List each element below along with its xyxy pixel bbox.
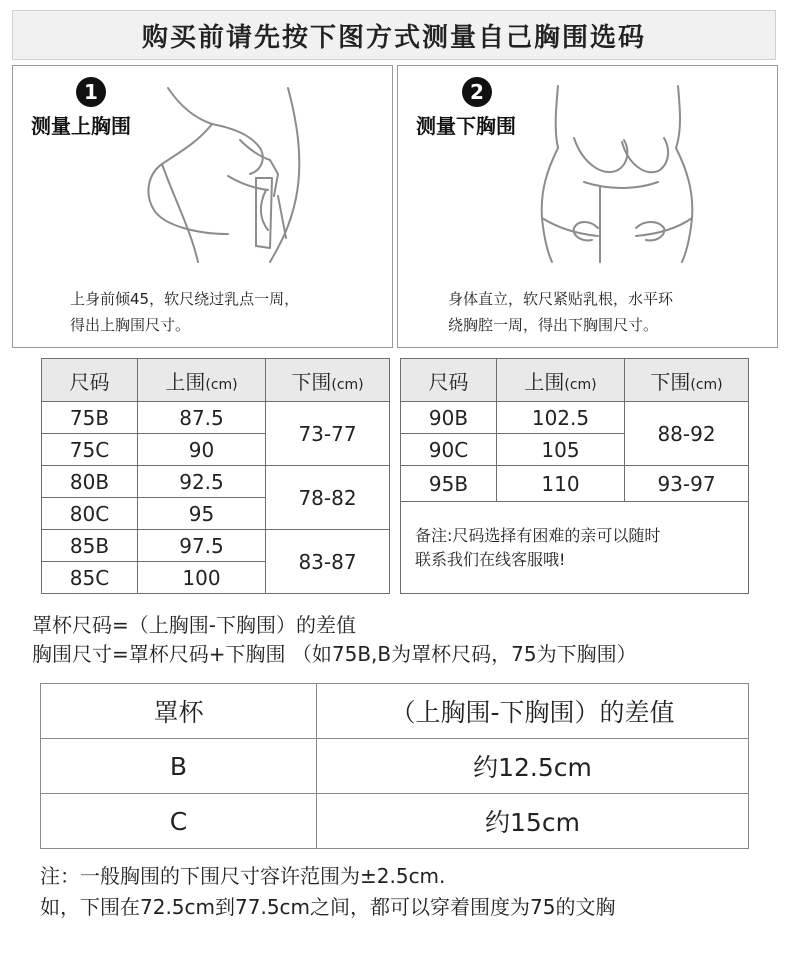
size-cell: 75C: [42, 434, 138, 466]
upper-cell: 95: [138, 498, 266, 530]
size-cell: 85B: [42, 530, 138, 562]
size-cell: 80B: [42, 466, 138, 498]
step-2-caption-line-2: 绕胸腔一周，得出下胸围尺寸。: [448, 316, 659, 334]
difference-cell: 约15cm: [317, 794, 749, 849]
cup-cell: C: [41, 794, 317, 849]
lower-cell: 93-97: [625, 466, 749, 502]
lower-cell: 83-87: [266, 530, 390, 594]
header-lower: 下围(cm): [625, 359, 749, 402]
cup-table-header: [41, 684, 749, 739]
note-row: [401, 502, 749, 594]
upper-bust-illustration: [128, 78, 358, 263]
step-1-panel: [12, 65, 393, 348]
header-difference: （上胸围-下胸围）的差值: [317, 684, 749, 739]
size-note: [401, 502, 749, 594]
size-note-line-2: 联系我们在线客服哦!: [415, 549, 566, 569]
footer-note-1: 注：一般胸围的下围尺寸容许范围为±2.5cm.: [40, 864, 446, 888]
lower-cell: 88-92: [625, 402, 749, 466]
step-2-title: 测量下胸围: [416, 114, 516, 138]
size-cell: 75B: [42, 402, 138, 434]
step-1-caption-line-2: 得出上胸围尺寸。: [70, 316, 191, 334]
step-1-title: 测量上胸围: [31, 114, 131, 138]
table-row: [42, 402, 390, 434]
step-1-number: 1: [76, 77, 106, 107]
table-row: [42, 530, 390, 562]
lower-cell: 73-77: [266, 402, 390, 466]
size-table-header: [42, 359, 390, 402]
header-cup: 罩杯: [41, 684, 317, 739]
size-table-left: [41, 358, 390, 594]
step-2-caption-line-1: 身体直立，软尺紧贴乳根，水平环: [448, 290, 674, 308]
step-2-panel: [397, 65, 778, 348]
table-row: [41, 794, 749, 849]
footer-note-2: 如，下围在72.5cm到77.5cm之间，都可以穿着围度为75的文胸: [40, 895, 616, 919]
formula-cup-size: 罩杯尺码=（上胸围-下胸围）的差值: [32, 613, 356, 637]
header-upper: 上围(cm): [497, 359, 625, 402]
lower-cell: 78-82: [266, 466, 390, 530]
table-row: [41, 739, 749, 794]
size-note-line-1: 备注:尺码选择有困难的亲可以随时: [415, 525, 661, 545]
cup-table: [40, 683, 749, 849]
size-table-right: [400, 358, 749, 594]
upper-cell: 110: [497, 466, 625, 502]
upper-cell: 92.5: [138, 466, 266, 498]
step-2-caption: [448, 286, 673, 338]
upper-cell: 97.5: [138, 530, 266, 562]
step-1-caption-line-1: 上身前倾45，软尺绕过乳点一周，: [70, 290, 300, 308]
title-banner: [12, 10, 776, 60]
size-table-header: [401, 359, 749, 402]
table-row: [401, 402, 749, 434]
under-bust-illustration: [518, 78, 718, 263]
upper-cell: 105: [497, 434, 625, 466]
upper-cell: 100: [138, 562, 266, 594]
upper-cell: 102.5: [497, 402, 625, 434]
step-1-caption: [70, 286, 299, 338]
page-title: 购买前请先按下图方式测量自己胸围选码: [141, 22, 646, 53]
header-lower: 下围(cm): [266, 359, 390, 402]
table-row: [401, 466, 749, 502]
step-2-number: 2: [462, 77, 492, 107]
header-upper: 上围(cm): [138, 359, 266, 402]
formula-bust-size: 胸围尺寸=罩杯尺码+下胸围 （如75B,B为罩杯尺码，75为下胸围）: [32, 642, 637, 666]
table-row: [42, 466, 390, 498]
size-cell: 85C: [42, 562, 138, 594]
size-cell: 90B: [401, 402, 497, 434]
size-cell: 80C: [42, 498, 138, 530]
difference-cell: 约12.5cm: [317, 739, 749, 794]
header-size: 尺码: [401, 359, 497, 402]
cup-cell: B: [41, 739, 317, 794]
upper-cell: 87.5: [138, 402, 266, 434]
size-cell: 90C: [401, 434, 497, 466]
upper-cell: 90: [138, 434, 266, 466]
size-cell: 95B: [401, 466, 497, 502]
header-size: 尺码: [42, 359, 138, 402]
